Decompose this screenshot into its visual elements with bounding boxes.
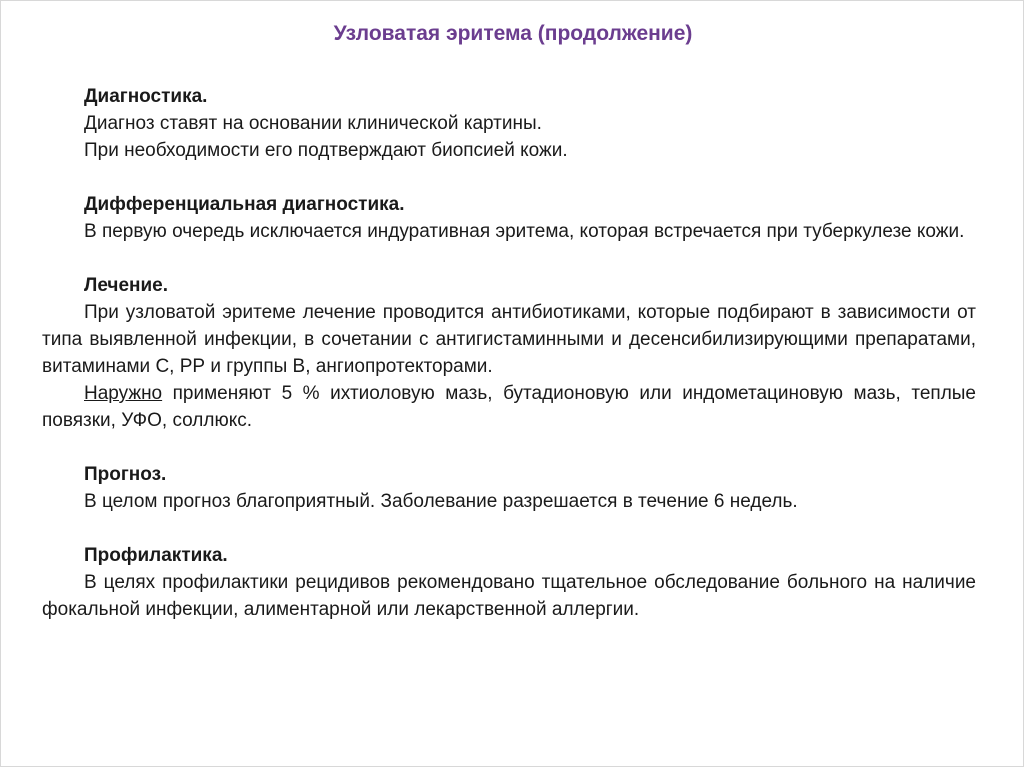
section-differential-diagnostics (42, 191, 976, 245)
text-line: При необходимости его подтверждают биопсией кожи. (84, 140, 568, 161)
section-heading: Прогноз. (84, 464, 167, 485)
section-heading: Дифференциальная диагностика. (84, 194, 405, 215)
text-line: В целом прогноз благоприятный. Заболевание разрешается в течение 6 недель. (84, 491, 798, 512)
underlined-text: Наружно (84, 383, 163, 404)
paragraph: В целях профилактики рецидивов рекомендовано тщательное обследование больного на наличие фокальной инфекции, алиментарной или лекарственной аллергии. (42, 572, 976, 620)
paragraph: В первую очередь исключается индуративная эритема, которая встречается при туберкулезе кожи. (84, 221, 965, 242)
text-line: Диагноз ставят на основании клинической картины. (84, 113, 542, 134)
section-prevention (42, 542, 976, 623)
paragraph: При узловатой эритеме лечение проводится антибиотиками, которые подбирают в зависимости от типа выявленной инфекции, в сочетании с антигистаминными и десенсибилизирующими препаратами, витаминами С, РР и группы В, ангиопротекторами. (42, 302, 976, 377)
section-heading: Профилактика. (84, 545, 228, 566)
section-heading: Лечение. (84, 275, 169, 296)
section-treatment (42, 272, 976, 434)
slide-title: Узловатая эритема (продолжение) (333, 22, 693, 45)
slide-content (42, 83, 976, 650)
paragraph (42, 380, 976, 434)
paragraph-text: применяют 5 % ихтиоловую мазь, бутадионовую или индометациновую мазь, теплые повязки, УФО, соллюкс. (42, 383, 976, 431)
section-heading: Диагностика. (84, 86, 208, 107)
section-diagnostics (42, 83, 976, 164)
section-prognosis (42, 461, 976, 515)
